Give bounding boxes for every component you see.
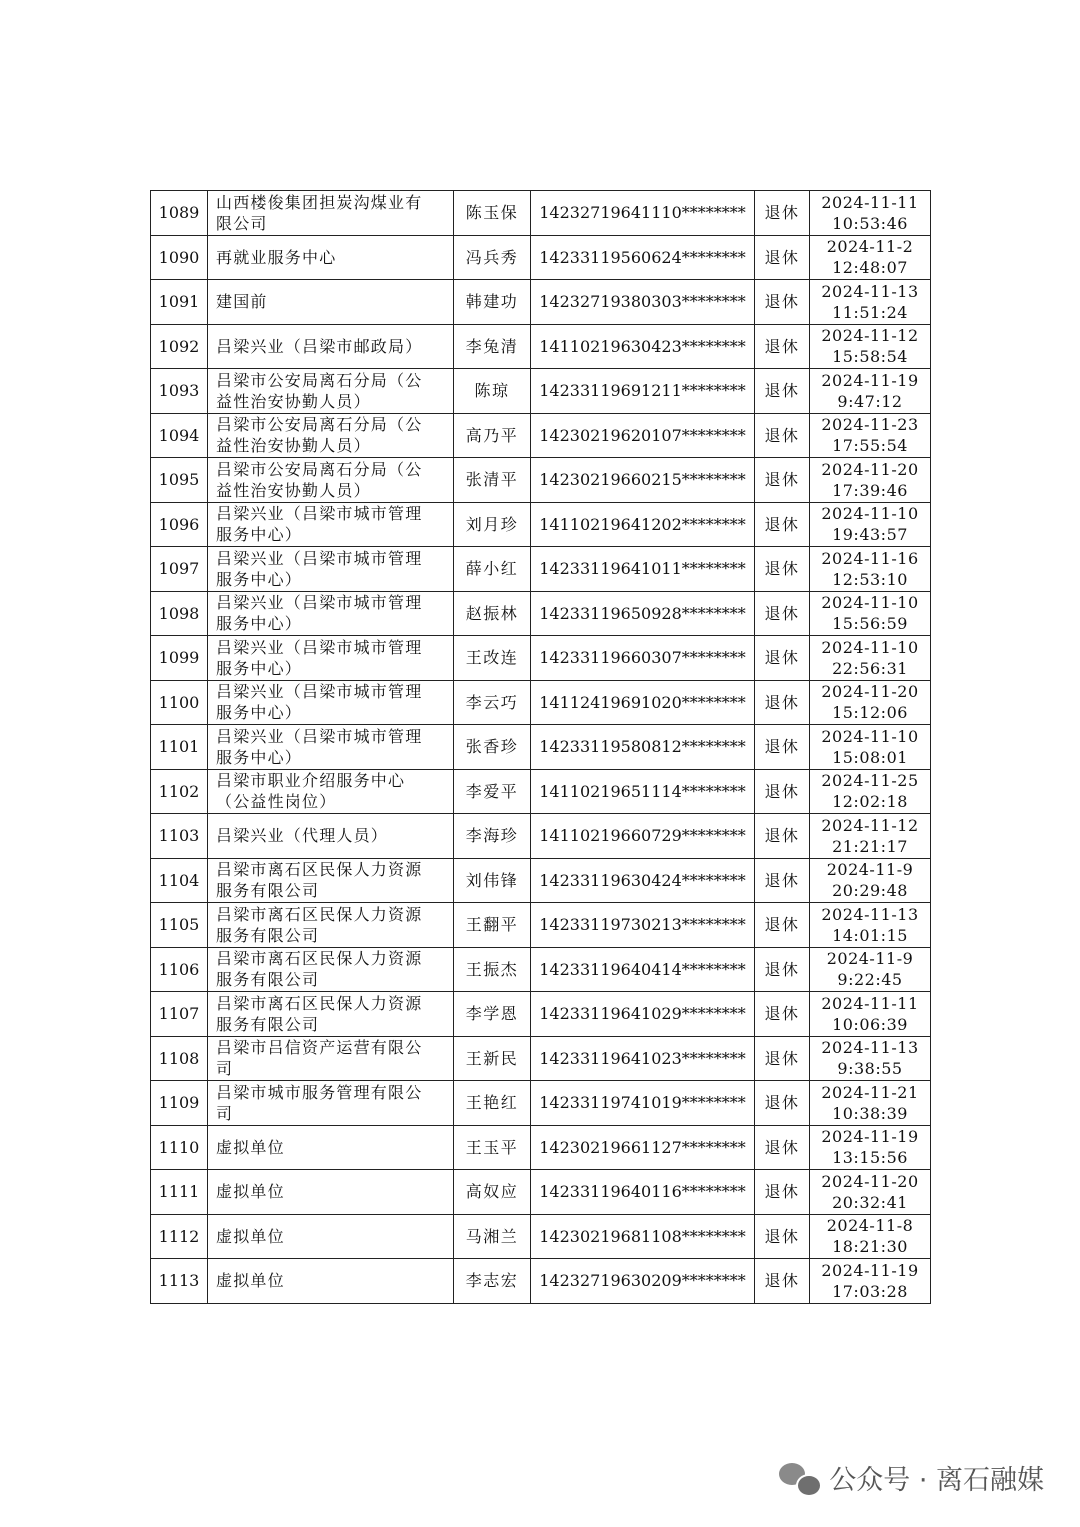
record-date: 2024-11-19 xyxy=(821,1260,919,1280)
record-datetime xyxy=(810,1259,931,1304)
record-datetime xyxy=(810,191,931,236)
id-number: 14232719380303******** xyxy=(531,280,755,325)
id-number: 14230219661127******** xyxy=(531,1125,755,1170)
unit-name xyxy=(208,1125,454,1170)
unit-name xyxy=(208,636,454,681)
record-date: 2024-11-10 xyxy=(821,593,919,613)
record-date: 2024-11-8 xyxy=(826,1216,914,1236)
record-date: 2024-11-21 xyxy=(821,1082,919,1102)
record-date: 2024-11-9 xyxy=(826,949,914,969)
record-time: 12:48:07 xyxy=(832,258,908,278)
record-type: 退休 xyxy=(755,235,810,280)
id-number: 14230219660215******** xyxy=(531,458,755,503)
record-datetime xyxy=(810,769,931,814)
id-number: 14232719641110******** xyxy=(531,191,755,236)
unit-name xyxy=(208,1081,454,1126)
table-row xyxy=(151,1081,931,1126)
unit-name-line: 益性治安协勤人员） xyxy=(216,391,371,411)
record-datetime xyxy=(810,725,931,770)
unit-name-line: 吕梁兴业（吕梁市城市管理 xyxy=(216,548,423,568)
table-row xyxy=(151,814,931,859)
row-number: 1103 xyxy=(151,814,208,859)
row-number: 1098 xyxy=(151,591,208,636)
unit-name-line: 益性治安协勤人员） xyxy=(216,480,371,500)
unit-name xyxy=(208,547,454,592)
table-row xyxy=(151,1259,931,1304)
record-time: 15:58:54 xyxy=(832,347,908,367)
unit-name-line: 吕梁市公安局离石分局（公 xyxy=(216,415,423,435)
record-date: 2024-11-16 xyxy=(821,548,919,568)
unit-name-line: 限公司 xyxy=(216,213,268,233)
unit-name xyxy=(208,413,454,458)
person-name: 冯兵秀 xyxy=(454,235,531,280)
record-datetime xyxy=(810,992,931,1037)
row-number: 1100 xyxy=(151,680,208,725)
record-date: 2024-11-20 xyxy=(821,682,919,702)
record-type: 退休 xyxy=(755,1170,810,1215)
id-number: 14110219630423******** xyxy=(531,324,755,369)
record-date: 2024-11-12 xyxy=(821,815,919,835)
person-name: 刘月珍 xyxy=(454,502,531,547)
record-datetime xyxy=(810,1170,931,1215)
record-datetime xyxy=(810,280,931,325)
unit-name-line: 吕梁市职业介绍服务中心 xyxy=(216,771,406,791)
record-time: 9:22:45 xyxy=(837,970,903,990)
record-time: 15:12:06 xyxy=(832,703,908,723)
person-name: 李兔清 xyxy=(454,324,531,369)
record-type: 退休 xyxy=(755,1081,810,1126)
unit-name-line: 虚拟单位 xyxy=(216,1137,285,1157)
unit-name xyxy=(208,858,454,903)
unit-name-line: 服务有限公司 xyxy=(216,1014,320,1034)
record-time: 14:01:15 xyxy=(832,925,908,945)
unit-name-line: （公益性岗位） xyxy=(216,792,337,812)
unit-name xyxy=(208,191,454,236)
person-name: 李爱平 xyxy=(454,769,531,814)
unit-name-line: 服务中心） xyxy=(216,569,303,589)
id-number: 14233119641023******** xyxy=(531,1036,755,1081)
person-name: 张香珍 xyxy=(454,725,531,770)
unit-name xyxy=(208,1214,454,1259)
unit-name-line: 吕梁市离石区民保人力资源 xyxy=(216,949,423,969)
record-datetime xyxy=(810,324,931,369)
record-datetime xyxy=(810,369,931,414)
row-number: 1089 xyxy=(151,191,208,236)
record-time: 15:56:59 xyxy=(832,614,908,634)
row-number: 1107 xyxy=(151,992,208,1037)
record-date: 2024-11-19 xyxy=(821,370,919,390)
person-name: 韩建功 xyxy=(454,280,531,325)
unit-name-line: 吕梁市离石区民保人力资源 xyxy=(216,860,423,880)
record-datetime xyxy=(810,547,931,592)
unit-name xyxy=(208,725,454,770)
row-number: 1105 xyxy=(151,903,208,948)
unit-name-line: 吕梁兴业（代理人员） xyxy=(216,826,389,846)
record-date: 2024-11-13 xyxy=(821,281,919,301)
table-row xyxy=(151,413,931,458)
id-number: 14233119730213******** xyxy=(531,903,755,948)
table-row xyxy=(151,769,931,814)
unit-name-line: 吕梁兴业（吕梁市城市管理 xyxy=(216,682,423,702)
record-date: 2024-11-13 xyxy=(821,1038,919,1058)
table-row xyxy=(151,502,931,547)
record-type: 退休 xyxy=(755,814,810,859)
record-type: 退休 xyxy=(755,191,810,236)
person-name: 张清平 xyxy=(454,458,531,503)
record-datetime xyxy=(810,1214,931,1259)
person-name: 王振杰 xyxy=(454,947,531,992)
record-time: 13:15:56 xyxy=(832,1148,908,1168)
record-datetime xyxy=(810,235,931,280)
row-number: 1093 xyxy=(151,369,208,414)
record-type: 退休 xyxy=(755,591,810,636)
record-time: 22:56:31 xyxy=(832,658,908,678)
unit-name-line: 吕梁市公安局离石分局（公 xyxy=(216,370,423,390)
id-number: 14230219620107******** xyxy=(531,413,755,458)
record-date: 2024-11-25 xyxy=(821,771,919,791)
unit-name-line: 司 xyxy=(216,1059,234,1079)
row-number: 1092 xyxy=(151,324,208,369)
table-row xyxy=(151,280,931,325)
person-name: 刘伟锋 xyxy=(454,858,531,903)
table-row xyxy=(151,547,931,592)
id-number: 14233119641011******** xyxy=(531,547,755,592)
record-datetime xyxy=(810,814,931,859)
id-number: 14110219660729******** xyxy=(531,814,755,859)
id-number: 14233119650928******** xyxy=(531,591,755,636)
person-name: 王翻平 xyxy=(454,903,531,948)
unit-name xyxy=(208,992,454,1037)
unit-name xyxy=(208,458,454,503)
unit-name xyxy=(208,903,454,948)
table-row xyxy=(151,369,931,414)
unit-name xyxy=(208,1170,454,1215)
row-number: 1102 xyxy=(151,769,208,814)
records-table-body xyxy=(151,191,931,1304)
table-row xyxy=(151,992,931,1037)
id-number: 14232719630209******** xyxy=(531,1259,755,1304)
unit-name-line: 山西楼俊集团担炭沟煤业有 xyxy=(216,192,423,212)
record-time: 20:29:48 xyxy=(832,881,908,901)
unit-name-line: 吕梁兴业（吕梁市城市管理 xyxy=(216,726,423,746)
table-row xyxy=(151,1214,931,1259)
row-number: 1090 xyxy=(151,235,208,280)
record-time: 21:21:17 xyxy=(832,836,908,856)
record-type: 退休 xyxy=(755,1259,810,1304)
id-number: 14233119640116******** xyxy=(531,1170,755,1215)
unit-name-line: 服务中心） xyxy=(216,525,303,545)
unit-name-line: 吕梁市吕信资产运营有限公 xyxy=(216,1038,423,1058)
record-type: 退休 xyxy=(755,680,810,725)
record-time: 12:53:10 xyxy=(832,569,908,589)
unit-name-line: 益性治安协勤人员） xyxy=(216,436,371,456)
record-type: 退休 xyxy=(755,1214,810,1259)
record-type: 退休 xyxy=(755,280,810,325)
table-row xyxy=(151,636,931,681)
row-number: 1095 xyxy=(151,458,208,503)
unit-name xyxy=(208,280,454,325)
unit-name-line: 吕梁市城市服务管理有限公 xyxy=(216,1082,423,1102)
record-time: 19:43:57 xyxy=(832,525,908,545)
person-name: 王艳红 xyxy=(454,1081,531,1126)
unit-name-line: 吕梁兴业（吕梁市城市管理 xyxy=(216,504,423,524)
person-name: 李云巧 xyxy=(454,680,531,725)
record-type: 退休 xyxy=(755,369,810,414)
id-number: 14233119630424******** xyxy=(531,858,755,903)
table-row xyxy=(151,1125,931,1170)
record-type: 退休 xyxy=(755,636,810,681)
unit-name xyxy=(208,814,454,859)
person-name: 王玉平 xyxy=(454,1125,531,1170)
unit-name-line: 虚拟单位 xyxy=(216,1271,285,1291)
unit-name-line: 服务有限公司 xyxy=(216,925,320,945)
person-name: 王新民 xyxy=(454,1036,531,1081)
record-type: 退休 xyxy=(755,725,810,770)
record-datetime xyxy=(810,413,931,458)
record-date: 2024-11-11 xyxy=(821,192,919,212)
record-datetime xyxy=(810,636,931,681)
record-date: 2024-11-11 xyxy=(821,993,919,1013)
record-date: 2024-11-10 xyxy=(821,504,919,524)
unit-name-line: 再就业服务中心 xyxy=(216,247,337,267)
record-type: 退休 xyxy=(755,413,810,458)
record-time: 11:51:24 xyxy=(832,302,908,322)
record-date: 2024-11-9 xyxy=(826,860,914,880)
person-name: 李志宏 xyxy=(454,1259,531,1304)
row-number: 1094 xyxy=(151,413,208,458)
unit-name-line: 服务有限公司 xyxy=(216,881,320,901)
record-datetime xyxy=(810,458,931,503)
unit-name-line: 吕梁市公安局离石分局（公 xyxy=(216,459,423,479)
table-row xyxy=(151,903,931,948)
record-time: 9:47:12 xyxy=(837,391,903,411)
records-table xyxy=(150,190,931,1304)
unit-name xyxy=(208,502,454,547)
unit-name-line: 服务中心） xyxy=(216,703,303,723)
record-datetime xyxy=(810,1036,931,1081)
record-type: 退休 xyxy=(755,458,810,503)
record-type: 退休 xyxy=(755,1036,810,1081)
person-name: 王改连 xyxy=(454,636,531,681)
record-date: 2024-11-20 xyxy=(821,459,919,479)
row-number: 1104 xyxy=(151,858,208,903)
unit-name xyxy=(208,1259,454,1304)
unit-name-line: 虚拟单位 xyxy=(216,1226,285,1246)
person-name: 高奴应 xyxy=(454,1170,531,1215)
record-time: 12:02:18 xyxy=(832,792,908,812)
record-date: 2024-11-19 xyxy=(821,1127,919,1147)
unit-name-line: 服务中心） xyxy=(216,614,303,634)
record-date: 2024-11-12 xyxy=(821,326,919,346)
unit-name-line: 吕梁市离石区民保人力资源 xyxy=(216,904,423,924)
table-row xyxy=(151,191,931,236)
unit-name xyxy=(208,324,454,369)
watermark xyxy=(779,1458,1044,1497)
record-time: 10:06:39 xyxy=(832,1014,908,1034)
record-datetime xyxy=(810,502,931,547)
person-name: 薛小红 xyxy=(454,547,531,592)
record-time: 15:08:01 xyxy=(832,747,908,767)
id-number: 14233119691211******** xyxy=(531,369,755,414)
record-datetime xyxy=(810,591,931,636)
record-type: 退休 xyxy=(755,947,810,992)
record-date: 2024-11-20 xyxy=(821,1171,919,1191)
table-row xyxy=(151,1170,931,1215)
unit-name-line: 服务中心） xyxy=(216,658,303,678)
record-datetime xyxy=(810,1125,931,1170)
person-name: 陈玉保 xyxy=(454,191,531,236)
row-number: 1106 xyxy=(151,947,208,992)
record-time: 9:38:55 xyxy=(837,1059,903,1079)
person-name: 高乃平 xyxy=(454,413,531,458)
record-date: 2024-11-23 xyxy=(821,415,919,435)
record-time: 17:39:46 xyxy=(832,480,908,500)
record-time: 18:21:30 xyxy=(832,1237,908,1257)
record-date: 2024-11-10 xyxy=(821,726,919,746)
id-number: 14230219681108******** xyxy=(531,1214,755,1259)
record-type: 退休 xyxy=(755,903,810,948)
unit-name xyxy=(208,369,454,414)
id-number: 14233119580812******** xyxy=(531,725,755,770)
table-row xyxy=(151,324,931,369)
record-date: 2024-11-10 xyxy=(821,637,919,657)
record-type: 退休 xyxy=(755,858,810,903)
record-time: 10:53:46 xyxy=(832,213,908,233)
row-number: 1099 xyxy=(151,636,208,681)
row-number: 1096 xyxy=(151,502,208,547)
unit-name xyxy=(208,947,454,992)
table-row xyxy=(151,858,931,903)
record-time: 17:03:28 xyxy=(832,1281,908,1301)
record-datetime xyxy=(810,947,931,992)
person-name: 李海珍 xyxy=(454,814,531,859)
row-number: 1112 xyxy=(151,1214,208,1259)
unit-name-line: 吕梁兴业（吕梁市城市管理 xyxy=(216,593,423,613)
person-name: 李学恩 xyxy=(454,992,531,1037)
unit-name-line: 司 xyxy=(216,1103,234,1123)
person-name: 陈琼 xyxy=(454,369,531,414)
row-number: 1091 xyxy=(151,280,208,325)
record-type: 退休 xyxy=(755,769,810,814)
row-number: 1101 xyxy=(151,725,208,770)
record-type: 退休 xyxy=(755,992,810,1037)
unit-name xyxy=(208,1036,454,1081)
id-number: 14110219651114******** xyxy=(531,769,755,814)
id-number: 14233119560624******** xyxy=(531,235,755,280)
unit-name-line: 服务中心） xyxy=(216,747,303,767)
record-datetime xyxy=(810,903,931,948)
unit-name-line: 吕梁兴业（吕梁市邮政局） xyxy=(216,336,423,356)
unit-name-line: 吕梁市离石区民保人力资源 xyxy=(216,993,423,1013)
wechat-icon xyxy=(779,1461,821,1495)
table-row xyxy=(151,725,931,770)
unit-name-line: 虚拟单位 xyxy=(216,1182,285,1202)
row-number: 1108 xyxy=(151,1036,208,1081)
id-number: 14110219641202******** xyxy=(531,502,755,547)
row-number: 1113 xyxy=(151,1259,208,1304)
unit-name-line: 建国前 xyxy=(216,292,268,312)
record-datetime xyxy=(810,858,931,903)
table-row xyxy=(151,1036,931,1081)
person-name: 赵振林 xyxy=(454,591,531,636)
record-datetime xyxy=(810,1081,931,1126)
record-datetime xyxy=(810,680,931,725)
id-number: 14233119660307******** xyxy=(531,636,755,681)
person-name: 马湘兰 xyxy=(454,1214,531,1259)
record-date: 2024-11-13 xyxy=(821,904,919,924)
record-type: 退休 xyxy=(755,1125,810,1170)
table-row xyxy=(151,458,931,503)
unit-name xyxy=(208,769,454,814)
id-number: 14233119640414******** xyxy=(531,947,755,992)
table-row xyxy=(151,235,931,280)
unit-name-line: 吕梁兴业（吕梁市城市管理 xyxy=(216,637,423,657)
row-number: 1097 xyxy=(151,547,208,592)
unit-name xyxy=(208,235,454,280)
id-number: 14233119741019******** xyxy=(531,1081,755,1126)
watermark-text: 公众号 · 离石融媒 xyxy=(829,1465,1044,1496)
record-time: 10:38:39 xyxy=(832,1103,908,1123)
record-type: 退休 xyxy=(755,502,810,547)
row-number: 1110 xyxy=(151,1125,208,1170)
record-date: 2024-11-2 xyxy=(826,237,914,257)
record-type: 退休 xyxy=(755,547,810,592)
table-row xyxy=(151,947,931,992)
id-number: 14112419691020******** xyxy=(531,680,755,725)
record-time: 17:55:54 xyxy=(832,436,908,456)
unit-name-line: 服务有限公司 xyxy=(216,970,320,990)
table-row xyxy=(151,591,931,636)
record-type: 退休 xyxy=(755,324,810,369)
row-number: 1111 xyxy=(151,1170,208,1215)
unit-name xyxy=(208,680,454,725)
record-time: 20:32:41 xyxy=(832,1192,908,1212)
unit-name xyxy=(208,591,454,636)
row-number: 1109 xyxy=(151,1081,208,1126)
id-number: 14233119641029******** xyxy=(531,992,755,1037)
table-row xyxy=(151,680,931,725)
